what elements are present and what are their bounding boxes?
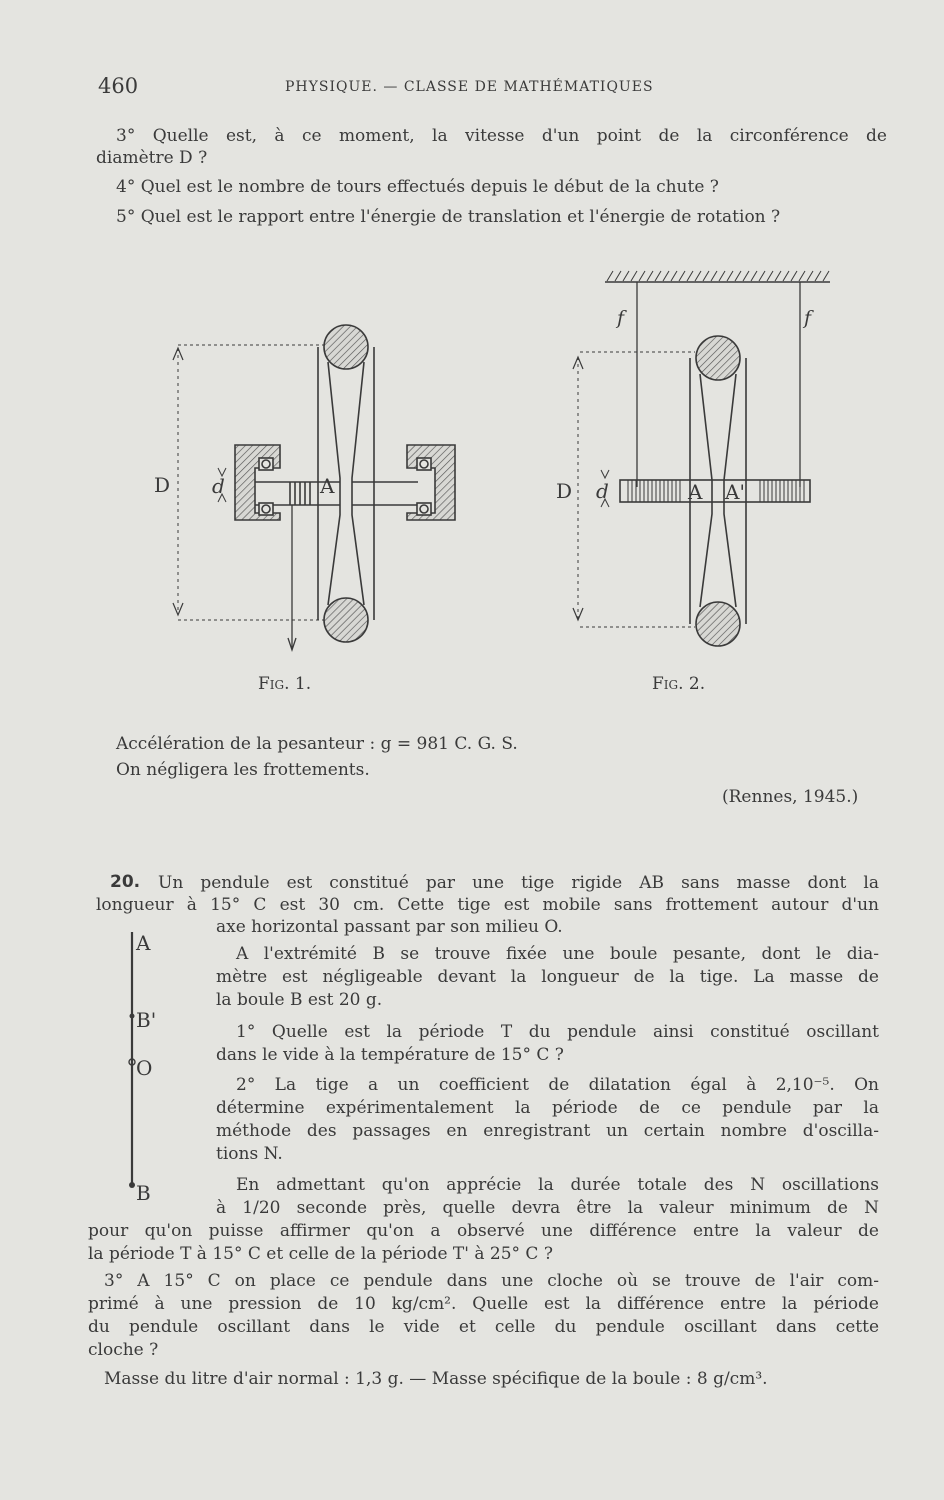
problem20-number: 20. [110, 872, 141, 892]
problem20-q3-line1: 3° A 15° C on place ce pendule dans une cloche où se trouve de l'air com- [104, 1271, 879, 1291]
problem20-q2-line2: détermine expérimentalement la période de ce pendule par la [216, 1098, 879, 1118]
problem20-p2-line3: la boule B est 20 g. [216, 990, 383, 1010]
problem20-q3-line4: cloche ? [88, 1340, 159, 1360]
problem20-q1-line2: dans le vide à la température de 15° C ? [216, 1045, 564, 1065]
problem20-intro-line2: longueur à 15° C est 30 cm. Cette tige est mobile sans frottement autour d'un [96, 895, 879, 915]
problem20-q1-line1: 1° Quelle est la période T du pendule ainsi constitué oscillant [236, 1022, 879, 1042]
fig2-caption: Fig. 2. [652, 674, 706, 694]
source-citation: (Rennes, 1945.) [722, 787, 859, 807]
problem20-p4-line3: pour qu'on puisse affirmer qu'on a observé une différence entre la valeur de [88, 1221, 879, 1241]
running-title: PHYSIQUE. — CLASSE DE MATHÉMATIQUES [285, 79, 654, 95]
fig1-caption: Fig. 1. [258, 674, 312, 694]
fig2-label-f-left: f [617, 307, 625, 329]
problem19-q3-line1: 3° Quelle est, à ce moment, la vitesse d'un point de la circonférence de [116, 126, 887, 146]
gravity-line: Accélération de la pesanteur : g = 981 C. G. S. [116, 734, 518, 754]
problem20-q2-line3: méthode des passages en enregistrant un certain nombre d'oscilla- [216, 1121, 879, 1141]
fig2-label-A-prime: A' [725, 480, 745, 504]
fig1-label-A: A [320, 474, 335, 498]
fig1-label-d: d [212, 474, 225, 498]
pendulum-label-O: O [136, 1056, 153, 1080]
pendulum-figure [118, 920, 168, 1210]
fig2-label-A: A [688, 480, 703, 504]
fig1-label-D: D [154, 473, 171, 497]
problem19-q4: 4° Quel est le nombre de tours effectués depuis le début de la chute ? [116, 177, 719, 197]
problem20-q3-line2: primé à une pression de 10 kg/cm². Quelle est la différence entre la période [88, 1294, 879, 1314]
problem20-q2-line1: 2° La tige a un coefficient de dilatation égal à 2,10⁻⁵. On [236, 1075, 879, 1095]
friction-line: On négligera les frottements. [116, 760, 370, 780]
page-number: 460 [98, 74, 139, 98]
fig2-label-D: D [556, 479, 573, 503]
problem20-masses: Masse du litre d'air normal : 1,3 g. — Masse spécifique de la boule : 8 g/cm³. [104, 1369, 768, 1389]
fig2-label-d: d [596, 479, 609, 503]
problem20-p2-line1: A l'extrémité B se trouve fixée une boule pesante, dont le dia- [236, 944, 879, 964]
problem20-intro-line1: Un pendule est constitué par une tige rigide AB sans masse dont la [158, 873, 879, 893]
figure-1-diagram [140, 310, 480, 670]
problem19-q3-line2: diamètre D ? [96, 148, 208, 168]
problem20-p4-line2: à 1/20 seconde près, quelle devra être la valeur minimum de N [216, 1198, 879, 1218]
pendulum-label-A: A [136, 931, 151, 955]
problem19-q5: 5° Quel est le rapport entre l'énergie de translation et l'énergie de rotation ? [116, 207, 781, 227]
pendulum-label-B-prime: B' [136, 1008, 157, 1032]
problem20-p2-line2: mètre est négligeable devant la longueur de la tige. La masse de [216, 967, 879, 987]
problem20-intro-line3: axe horizontal passant par son milieu O. [216, 917, 563, 937]
problem20-q3-line3: du pendule oscillant dans le vide et celle du pendule oscillant dans cette [88, 1317, 879, 1337]
problem20-q2-line4: tions N. [216, 1144, 283, 1164]
fig2-label-f-right: f [804, 307, 812, 329]
pendulum-label-B: B [136, 1181, 151, 1205]
problem20-p4-line4: la période T à 15° C et celle de la période T' à 25° C ? [88, 1244, 553, 1264]
problem20-p4-line1: En admettant qu'on apprécie la durée totale des N oscillations [236, 1175, 879, 1195]
figure-2-diagram [550, 262, 850, 662]
